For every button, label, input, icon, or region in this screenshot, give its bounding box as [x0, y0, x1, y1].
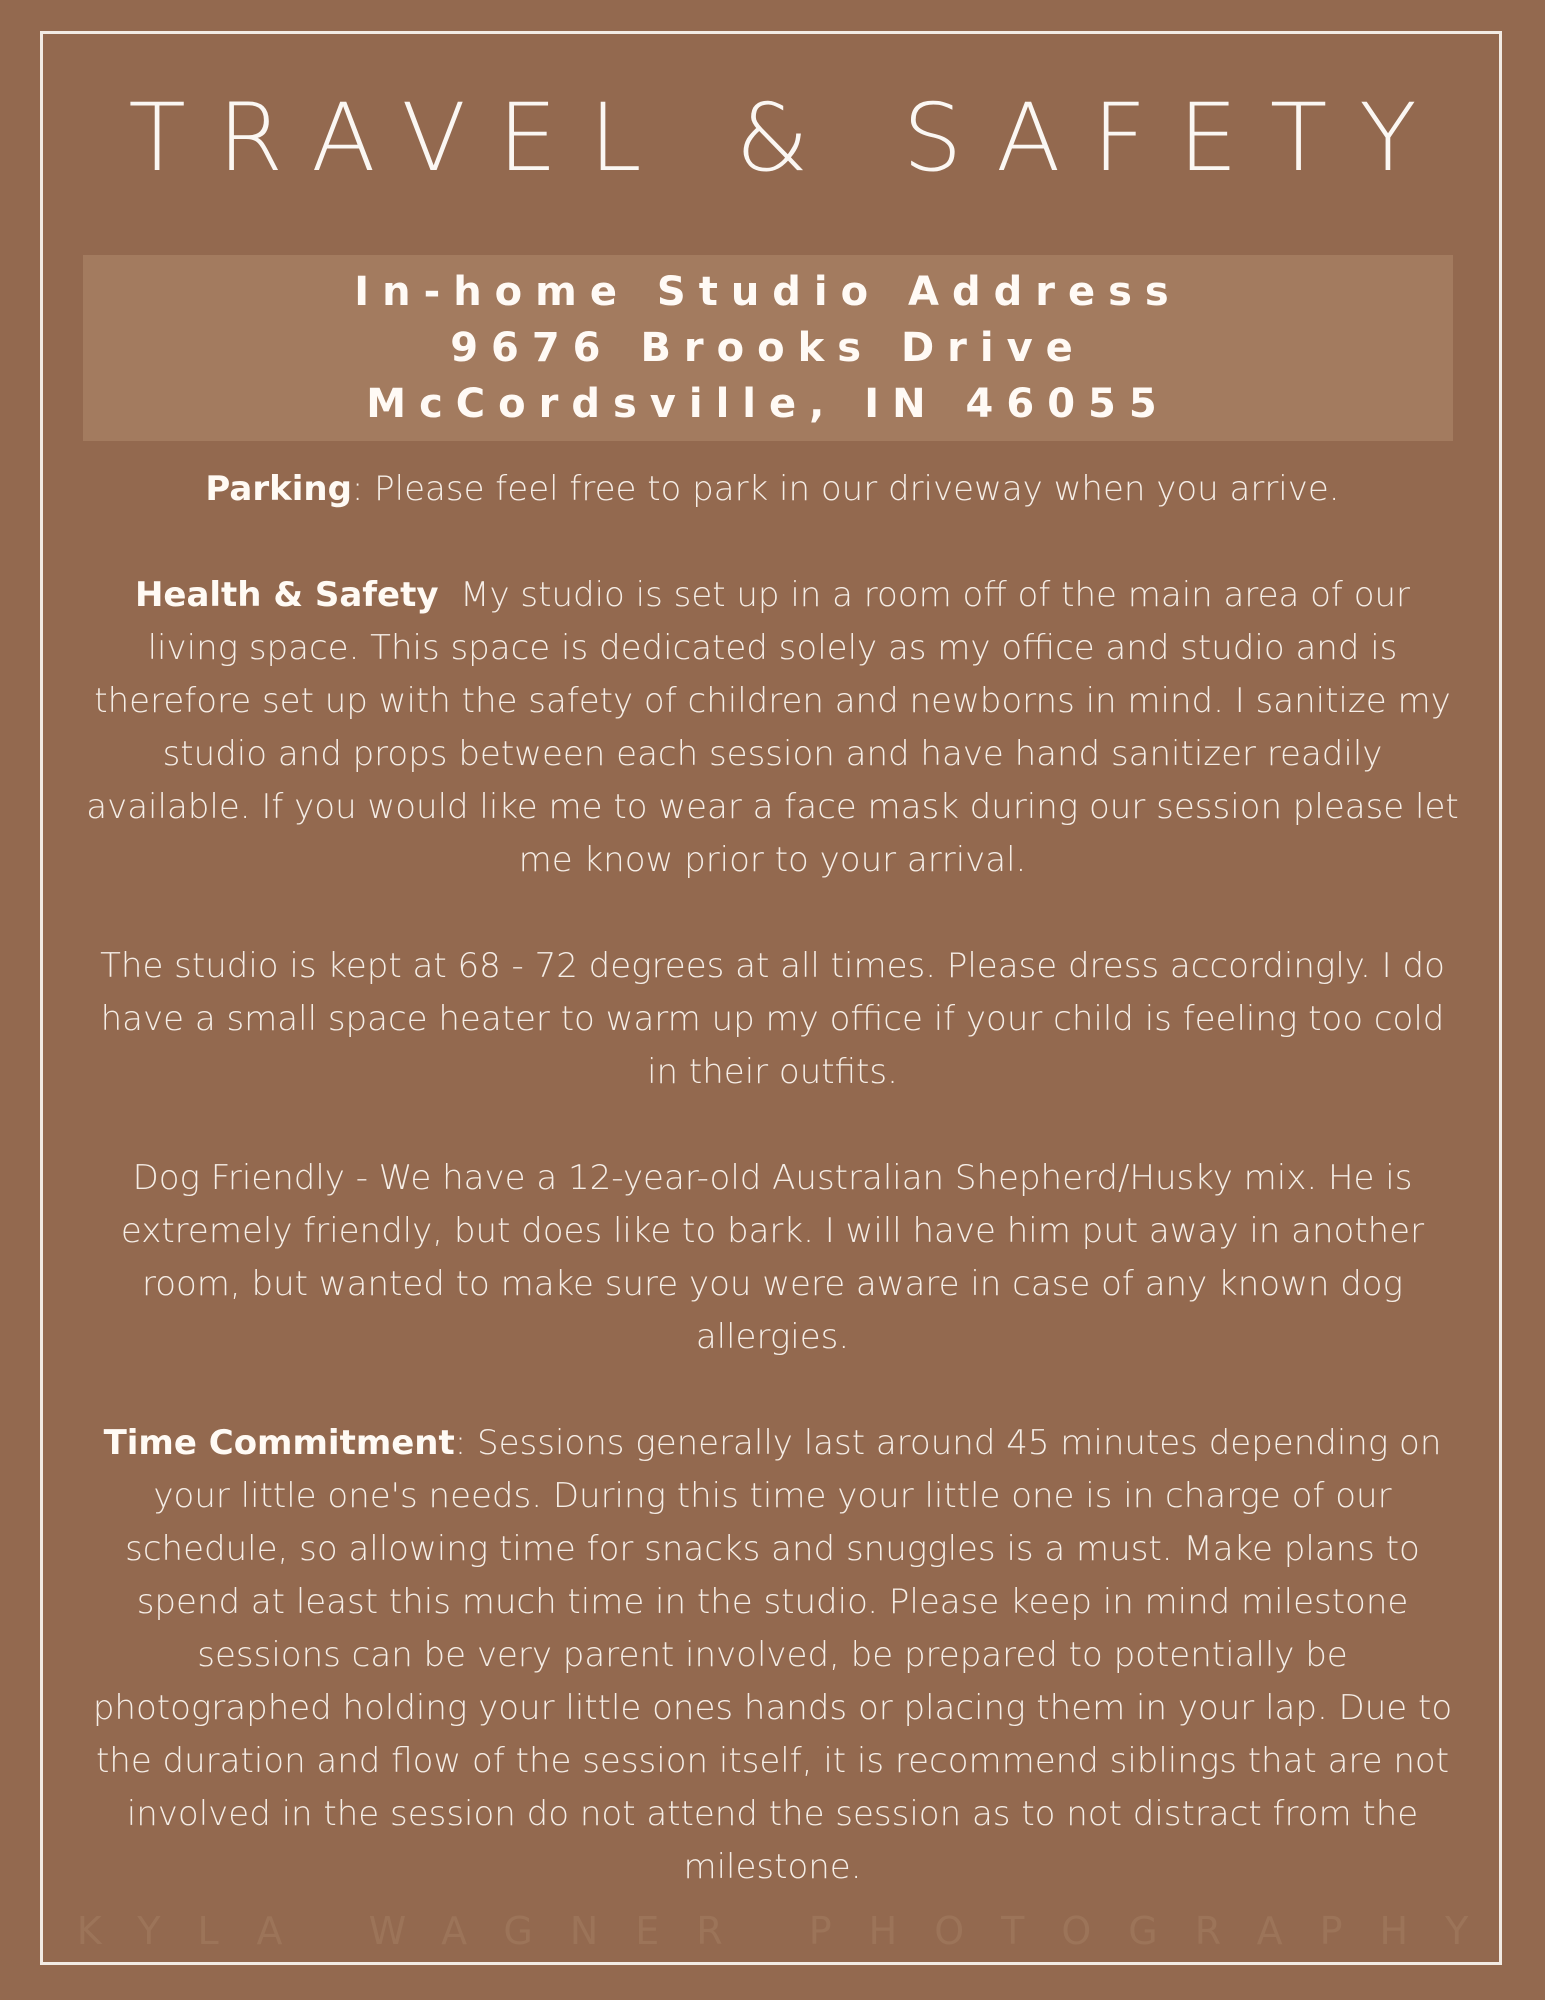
parking-paragraph — [85, 463, 1460, 516]
dog-friendly-paragraph: Dog Friendly - We have a 12-year-old Australian Shepherd/Husky mix. He is extremely friendly, but does like to bark. I will have him put away in another room, but wanted to make sure you were aware in case of any known dog allergies. — [120, 1158, 1425, 1357]
time-commitment-label: Time Commitment — [103, 1423, 455, 1463]
health-safety-paragraph — [85, 569, 1470, 887]
health-safety-label: Health & Safety — [134, 575, 439, 615]
page-title: TRAVEL & SAFETY — [128, 84, 1449, 193]
address-heading: In-home Studio Address — [354, 269, 1182, 315]
parking-text: : Please feel free to park in our driveway when you arrive. — [351, 469, 1340, 509]
health-safety-text: My studio is set up in a room off of the main area of our living space. This space is dedicated solely as my office and studio and is therefore set up with the safety of children and newborns in mind. I sanitize my studio and props between each session and have hand sanitizer readily available. If you would like me to wear a face mask during our session please let me know prior to your arrival. — [86, 575, 1470, 880]
document-body — [85, 463, 1470, 1894]
time-commitment-text: : Sessions generally last around 45 minutes depending on your little one's needs. During this time your little one is in charge of our schedule, so allowing time for snacks and snuggles is a must. Make plans to spend at least this much time in the studio. Please keep in mind milestone sessions can be very parent involved, be prepared to potentially be photographed holding your little ones hands or placing them in your lap. Due to the duration and flow of the session itself, it is recommend siblings that are not involved in the session do not attend the session as to not distract from the milestone. — [92, 1423, 1453, 1887]
address-city: McCordsville, IN 46055 — [366, 381, 1170, 427]
time-commitment-paragraph — [85, 1417, 1460, 1894]
parking-label: Parking — [205, 469, 352, 509]
temperature-paragraph: The studio is kept at 68 - 72 degrees at all times. Please dress accordingly. I do have a small space heater to warm up my office if your child is feeling too cold in their outfits. — [100, 946, 1445, 1092]
address-street: 9676 Brooks Drive — [450, 325, 1086, 371]
studio-address-box — [83, 255, 1453, 441]
watermark-footer: KYLA WAGNER PHOTOGRAPHY — [76, 1909, 1506, 1953]
